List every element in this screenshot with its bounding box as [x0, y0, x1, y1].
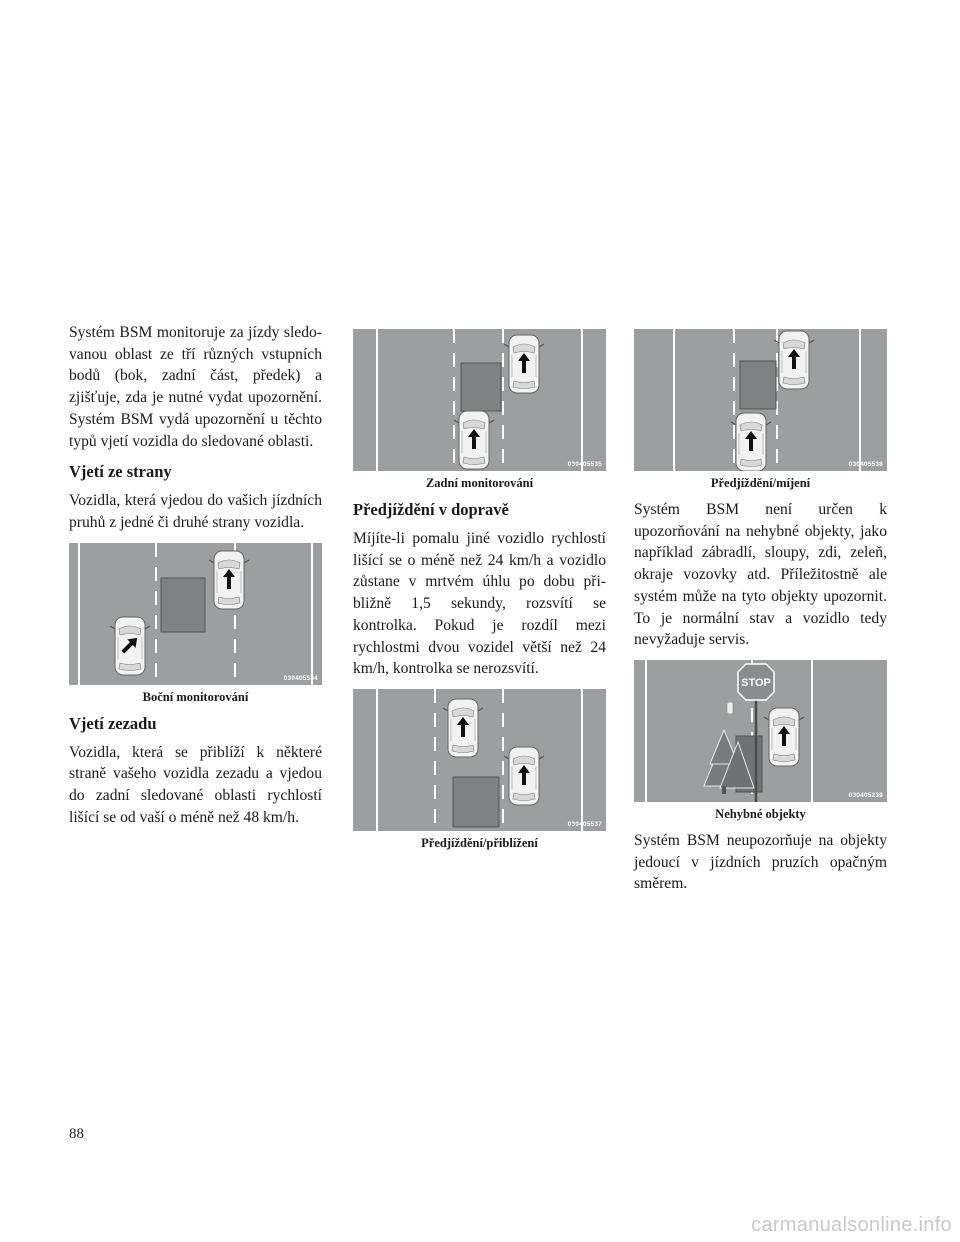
- heading-overtaking: Předjíždění v dopravě: [353, 500, 509, 519]
- column-2: [353, 322, 606, 859]
- host-car: [504, 335, 544, 393]
- figure-code: 030405535: [567, 461, 602, 468]
- figure-code: 030405534: [283, 674, 318, 682]
- heading-side-entry: Vjetí ze strany: [69, 462, 172, 482]
- figure-overtake-passing: [634, 329, 887, 471]
- intro-paragraph: Systém BSM monitoruje za jízdy sledo- vanou oblast ze tří různých vstupních bodů (bok, zadní část, předek) a zjišťuje, zda je nutné vydat upozornění. Systém BSM vydá upozornění u těchto typů vjetí vozidla do sledované oblasti.: [69, 324, 322, 450]
- host-car: [774, 331, 814, 389]
- host-car: [443, 699, 483, 757]
- host-car: [209, 551, 249, 609]
- figure-overtake-approach: [353, 689, 606, 831]
- overtake-passing-diagram: [634, 329, 887, 471]
- overtaking-paragraph: Míjíte-li pomalu jiné vozidlo rychlostí lišící se o méně než 24 km/h a vozidlo zůstane v mrtvém úhlu po dobu při- bližně 1,5 sekundy, rozsvítí se kontrolka. Pokud je rozdíl mezi rychlostmi dvou vozidel větší než 24 km/h, kontrolka se nerozsvítí.: [353, 530, 606, 678]
- blind-spot-zone: [161, 578, 205, 632]
- static-objects-paragraph: Systém BSM není určen k upozorňování na nehybné objekty, jako například zábradlí, sloupy, zdi, zeleň, okraje vozovky atd. Příležitostně ale systém může na tyto objekty upozornit. To je normální stav a vozidlo tedy nevyžaduje servis.: [634, 501, 887, 649]
- rear-monitoring-diagram: [353, 329, 606, 471]
- stop-sign-text: STOP: [741, 676, 771, 689]
- side-monitoring-diagram: [69, 543, 322, 685]
- caption-overtake-passing: Předjíždění/míjení: [710, 476, 811, 490]
- watermark: carmanualsonline.info: [751, 1214, 952, 1236]
- blind-spot-zone: [453, 777, 499, 827]
- column-1: [69, 322, 322, 837]
- figure-code: 030405537: [567, 820, 602, 828]
- blind-spot-zone: [740, 361, 776, 409]
- overtake-approach-diagram: [353, 689, 606, 831]
- static-objects-diagram: [634, 660, 887, 802]
- page-number: 88: [69, 1126, 84, 1142]
- blind-spot-zone: [461, 363, 501, 411]
- figure-side-monitoring: [69, 543, 322, 685]
- caption-rear-monitoring: Zadní monitorování: [425, 476, 534, 490]
- heading-rear-entry: Vjetí zezadu: [69, 713, 157, 733]
- entering-car: [110, 617, 150, 675]
- caption-overtake-approach: Předjíždění/přiblížení: [421, 835, 538, 850]
- column-3: [634, 322, 887, 904]
- host-car: [764, 708, 804, 766]
- caption-static-objects: Nehybné objekty: [715, 806, 806, 821]
- overtaking-car: [504, 747, 544, 805]
- approaching-car: [454, 411, 494, 469]
- caption-side-monitoring: Boční monitorování: [142, 689, 249, 704]
- passing-car: [731, 413, 771, 471]
- side-entry-paragraph: Vozidla, která vjedou do vašich jízdních pruhů z jedné či druhé strany vozidla.: [69, 492, 322, 531]
- figure-static-objects: [634, 660, 887, 802]
- rear-entry-paragraph: Vozidla, která se přiblíží k některé straně vašeho vozidla zezadu a vjedou do zadní sledované oblasti rychlostí lišící se od vaší o méně než 48 km/h.: [69, 743, 322, 826]
- opposite-direction-paragraph: Systém BSM neupozorňuje na objekty jedoucí v jízdních pruzích opačným směrem.: [634, 831, 887, 893]
- figure-code: 030405538: [848, 461, 883, 468]
- figure-rear-monitoring: [353, 329, 606, 471]
- figure-code: 030405239: [848, 791, 883, 799]
- stop-sign-icon: [738, 664, 774, 700]
